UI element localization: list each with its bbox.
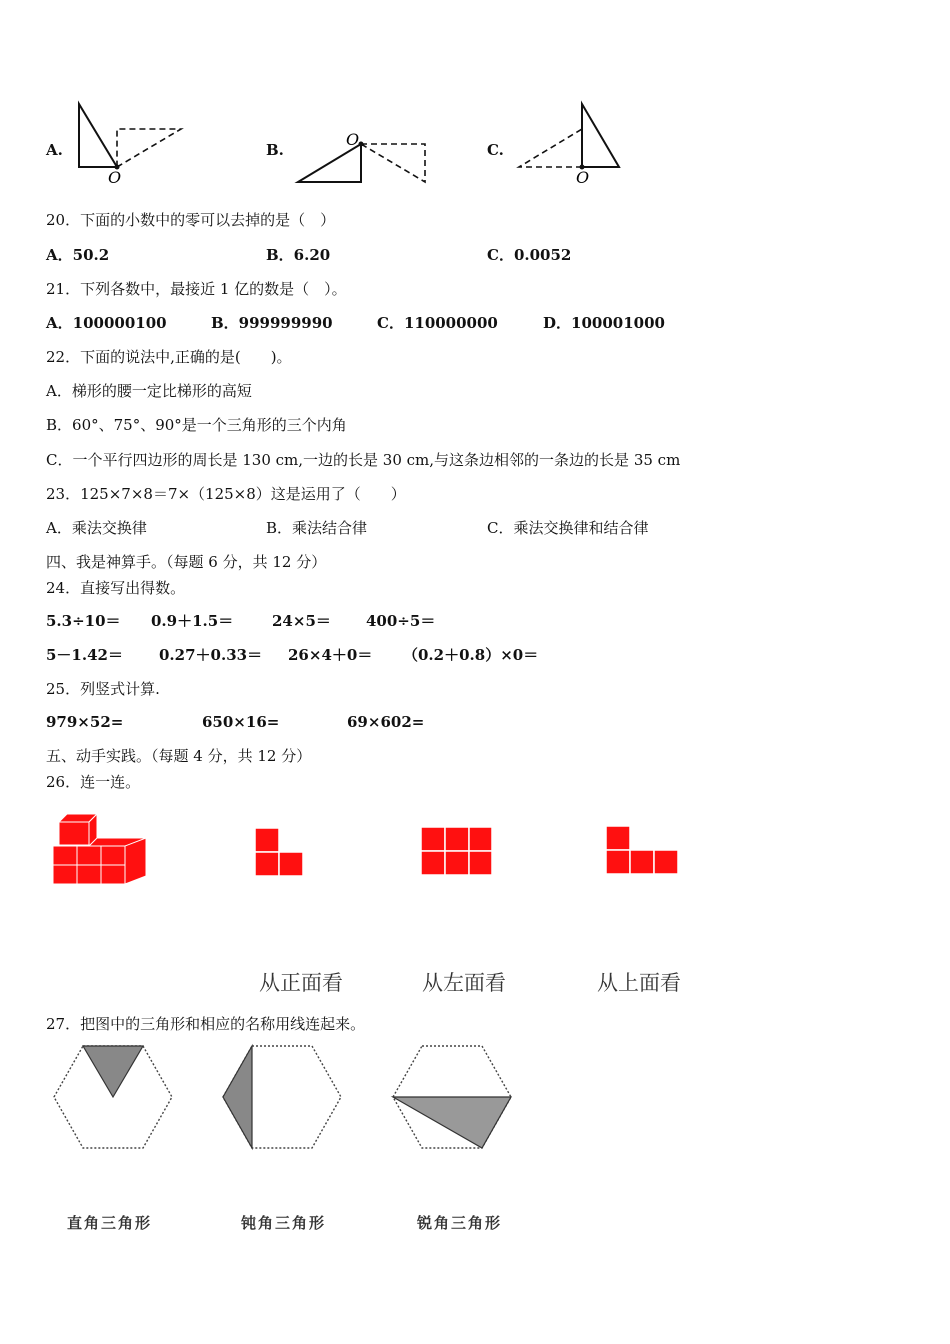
q20-option-c[interactable]: C．0.0052 [487,246,572,264]
section5-title: 五、动手实践。（每题 4 分，共 12 分） [46,747,312,765]
q22-stem: 22．下面的说法中,正确的是( )。 [46,348,292,366]
view-label-top: 从上面看 [597,971,681,995]
q19-option-b-label[interactable]: B. [266,141,284,159]
q23-option-b[interactable]: B．乘法结合律 [266,519,368,537]
q24-stem: 24．直接写出得数。 [46,579,186,597]
q23-option-a[interactable]: A．乘法交换律 [46,519,147,537]
q19-figure-b [295,128,430,186]
q24-item: 24×5＝ [272,612,331,630]
triangle-name-acute: 锐角三角形 [417,1214,503,1232]
q25-stem: 25．列竖式计算. [46,680,160,698]
q24-item: 0.27＋0.33＝ [159,646,263,664]
triangle-name-right: 直角三角形 [67,1214,153,1232]
cube-solid-figure [53,814,149,886]
q19-option-c-label[interactable]: C. [487,141,504,159]
hexagon-figure-2 [221,1044,343,1150]
hexagon-figure-3 [391,1044,513,1150]
q21-option-a[interactable]: A．100000100 [46,314,167,332]
q25-item: 979×52= [46,713,124,731]
q27-stem: 27．把图中的三角形和相应的名称用线连起来。 [46,1015,366,1033]
view-rectangle [420,826,493,876]
q24-item: 0.9＋1.5＝ [151,612,234,630]
q24-item: 5.3÷10＝ [46,612,121,630]
q19-point-a: O [108,168,122,187]
q23-option-c[interactable]: C．乘法交换律和结合律 [487,519,649,537]
q21-option-d[interactable]: D．100001000 [543,314,665,332]
q24-item: 26×4＋0＝ [288,646,373,664]
q19-figure-a [75,100,195,185]
q24-item: 5－1.42＝ [46,646,123,664]
view-l-shape [254,827,304,877]
view-label-left: 从左面看 [422,971,506,995]
q23-stem: 23．125×7×8＝7×（125×8）这是运用了（ ） [46,485,406,503]
q19-point-b: O [346,130,360,149]
q26-stem: 26．连一连。 [46,773,141,791]
q22-option-b[interactable]: B．60°、75°、90°是一个三角形的三个内角 [46,416,347,434]
q24-item: 400÷5＝ [366,612,436,630]
q19-option-a-label[interactable]: A. [46,141,63,159]
q22-option-c[interactable]: C．一个平行四边形的周长是 130 cm,一边的长是 30 cm,与这条边相邻的一条边的长是 35 cm [46,451,681,469]
q21-option-b[interactable]: B．999999990 [211,314,333,332]
q20-option-a[interactable]: A．50.2 [46,246,110,264]
q21-option-c[interactable]: C．110000000 [377,314,498,332]
q24-item: （0.2＋0.8）×0＝ [403,646,539,664]
view-long-l-shape [605,825,679,875]
q21-stem: 21．下列各数中，最接近 1 亿的数是（ ）。 [46,280,347,298]
view-label-front: 从正面看 [259,971,343,995]
q20-option-b[interactable]: B．6.20 [266,246,331,264]
q20-stem: 20．下面的小数中的零可以去掉的是（ ） [46,211,336,229]
q19-point-c: O [576,168,590,187]
q22-option-a[interactable]: A．梯形的腰一定比梯形的高短 [46,382,252,400]
q25-item: 69×602= [347,713,425,731]
triangle-name-obtuse: 钝角三角形 [241,1214,327,1232]
q25-item: 650×16= [202,713,280,731]
section4-title: 四、我是神算手。（每题 6 分，共 12 分） [46,553,327,571]
q19-figure-c [515,100,625,185]
hexagon-figure-1 [52,1044,174,1150]
